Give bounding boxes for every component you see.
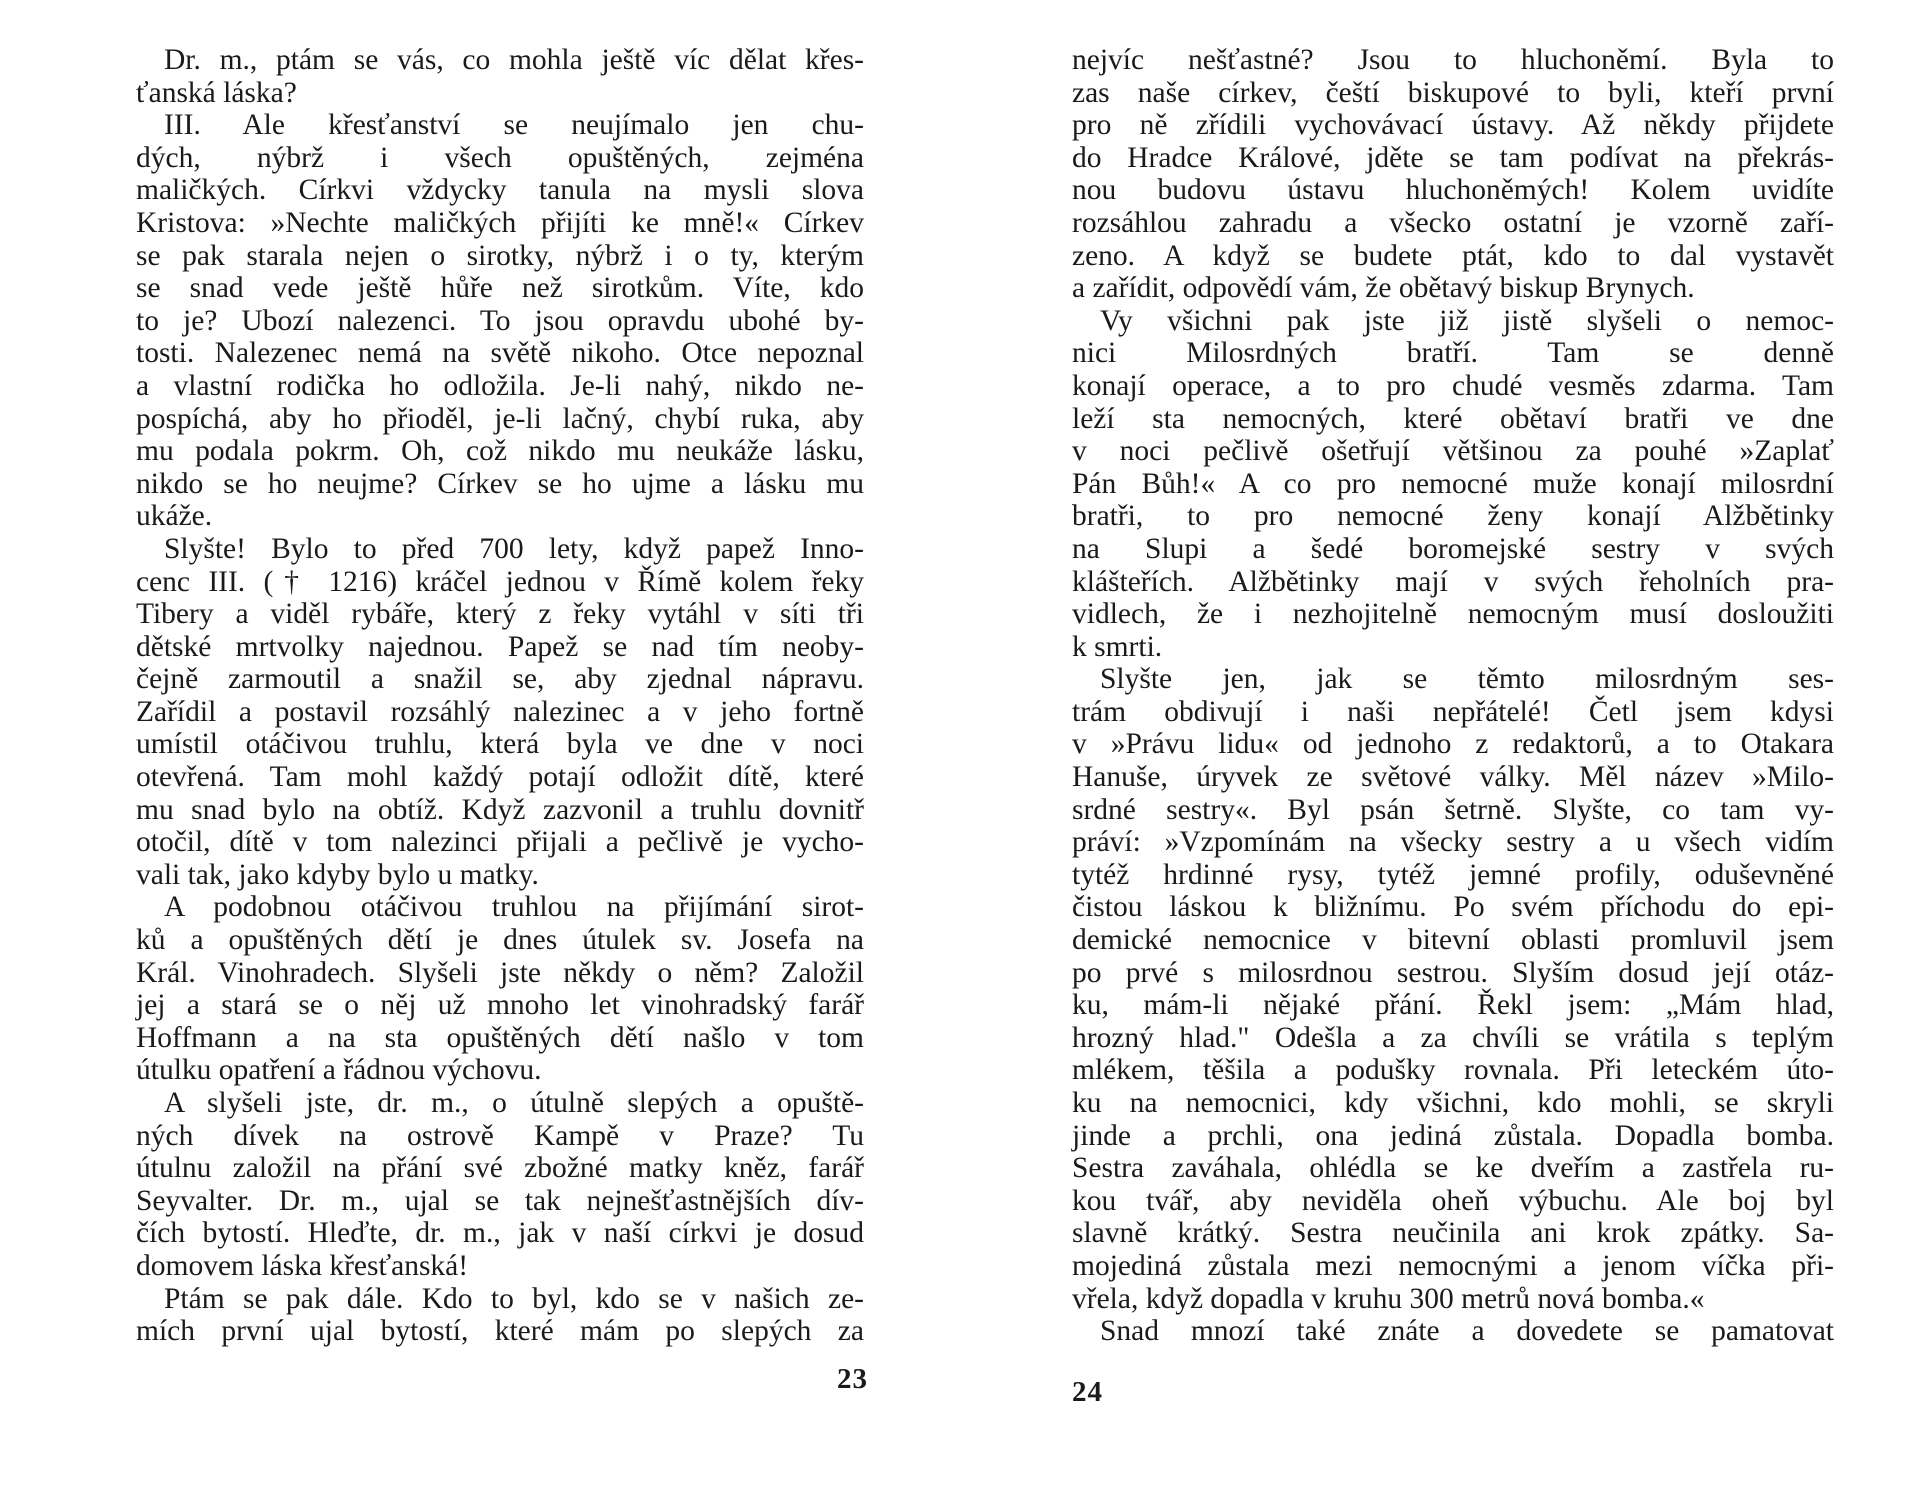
text-line: útulnu založil na přání své zbožné matky kněz, farář: [136, 1152, 864, 1185]
text-line: čejně zarmoutil a snažil se, aby zjednal nápravu.: [136, 663, 864, 696]
text-line: nikdo se ho neujme? Církev se ho ujme a lásku mu: [136, 467, 864, 500]
right-page: [1072, 44, 1834, 1348]
text-line: Zařídil a postavil rozsáhlý nalezinec a v jeho fortně: [136, 695, 864, 728]
text-line: ťanská láska?: [136, 76, 297, 109]
text-line: Slyšte jen, jak se těmto milosrdným ses-: [1100, 663, 1834, 696]
text-line: rozsáhlou zahradu a všecko ostatní je vzorně zaří-: [1072, 206, 1834, 239]
text-line: Dr. m., ptám se vás, co mohla ještě víc dělat křes-: [164, 44, 864, 76]
text-line: zeno. A když se budete ptát, kdo to dal vystavět: [1072, 239, 1834, 272]
text-line: útulku opatření a řádnou výchovu.: [136, 1054, 542, 1087]
text-line: otočil, dítě v tom nalezinci přijali a pečlivě je vycho-: [136, 826, 864, 859]
text-line: konají operace, a to pro chudé vesměs zdarma. Tam: [1072, 369, 1834, 402]
text-line: práví: »Vzpomínám na všecky sestry a u všech vidím: [1072, 826, 1834, 859]
text-line: Hanuše, úryvek ze světové války. Měl název »Milo-: [1072, 761, 1834, 794]
text-line: domovem láska křesťanská!: [136, 1249, 469, 1282]
text-line: mojediná zůstala mezi nemocnými a jenom víčka při-: [1072, 1249, 1834, 1282]
text-line: jinde a prchli, ona jediná zůstala. Dopadla bomba.: [1072, 1119, 1834, 1152]
text-line: klášteřích. Alžbětinky mají v svých řeholních pra-: [1072, 565, 1834, 598]
text-line: otevřená. Tam mohl každý potají odložit dítě, které: [136, 761, 864, 794]
text-line: zas naše církev, čeští biskupové to byli, kteří první: [1072, 76, 1834, 109]
text-line: ukáže.: [136, 500, 213, 533]
text-line: ku na nemocnici, kdy všichni, kdo mohli, se skryli: [1072, 1087, 1834, 1119]
page-number-left: 23: [837, 1363, 868, 1395]
text-line: Král. Vinohradech. Slyšeli jste někdy o něm? Založil: [136, 956, 864, 989]
text-line: A podobnou otáčivou truhlou na přijímání sirot-: [164, 891, 864, 924]
text-line: po prvé s milosrdnou sestrou. Slyším dosud její otáz-: [1072, 956, 1834, 989]
text-line: k smrti.: [1072, 630, 1163, 663]
text-line: nejvíc nešťastné? Jsou to hluchoněmí. Byla to: [1072, 44, 1834, 76]
text-line: Slyšte! Bylo to před 700 lety, když papež Inno-: [164, 532, 864, 565]
text-line: se snad vede ještě hůře než sirotkům. Víte, kdo: [136, 272, 864, 305]
text-line: nou budovu ústavu hluchoněmých! Kolem uvidíte: [1072, 174, 1834, 207]
text-line: Pán Bůh!« A co pro nemocné muže konají milosrdní: [1072, 467, 1834, 500]
text-line: tosti. Nalezenec nemá na světě nikoho. Otce nepoznal: [136, 337, 864, 370]
text-line: bratři, to pro nemocné ženy konají Alžbětinky: [1072, 500, 1834, 533]
left-page-text: [136, 44, 864, 1348]
text-line: pospíchá, aby ho přioděl, je-li lačný, chybí ruka, aby: [136, 402, 864, 435]
text-line: Kristova: »Nechte maličkých přijíti ke mně!« Církev: [136, 206, 864, 239]
left-page: [136, 44, 864, 1348]
text-line: a vlastní rodička ho odložila. Je-li nahý, nikdo ne-: [136, 369, 864, 402]
text-line: a zařídit, odpovědí vám, že obětavý biskup Brynych.: [1072, 272, 1695, 305]
text-line: jej a stará se o něj už mnoho let vinohradský farář: [136, 989, 864, 1022]
text-line: v »Právu lidu« od jednoho z redaktorů, a to Otakara: [1072, 728, 1834, 761]
text-line: mu snad bylo na obtíž. Když zazvonil a truhlu dovnitř: [136, 793, 864, 826]
text-line: cenc III. († 1216) kráčel jednou v Římě kolem řeky: [136, 565, 864, 598]
page-number-right: 24: [1072, 1376, 1103, 1408]
text-line: Sestra zaváhala, ohlédla se ke dveřím a zastřela ru-: [1072, 1152, 1834, 1185]
text-line: slavně krátký. Sestra neučinila ani krok zpátky. Sa-: [1072, 1217, 1834, 1250]
text-line: leží sta nemocných, které obětaví bratři ve dne: [1072, 402, 1834, 435]
text-line: A slyšeli jste, dr. m., o útulně slepých a opuště-: [164, 1087, 864, 1119]
text-line: pro ně zřídili vychovávací ústavy. Až někdy přijdete: [1072, 109, 1834, 142]
text-line: v noci pečlivě ošetřují většinou za pouhé »Zaplať: [1072, 435, 1834, 468]
text-line: Seyvalter. Dr. m., ujal se tak nejnešťastnějších dív-: [136, 1184, 864, 1217]
text-line: dětské mrtvolky najednou. Papež se nad tím neoby-: [136, 630, 864, 663]
text-line: hrozný hlad." Odešla a za chvíli se vrátila s teplým: [1072, 1021, 1834, 1054]
text-line: demické nemocnice v bitevní oblasti promluvil jsem: [1072, 924, 1834, 957]
text-line: III. Ale křesťanství se neujímalo jen chu-: [164, 109, 864, 142]
text-line: se pak starala nejen o sirotky, nýbrž i o ty, kterým: [136, 239, 864, 272]
text-line: do Hradce Králové, jděte se tam podívat na překrás-: [1072, 141, 1834, 174]
text-line: Hoffmann a na sta opuštěných dětí našlo v tom: [136, 1021, 864, 1054]
text-line: vali tak, jako kdyby bylo u matky.: [136, 858, 539, 891]
text-line: čích bytostí. Hleďte, dr. m., jak v naší církvi je dosud: [136, 1217, 864, 1250]
text-line: Ptám se pak dále. Kdo to byl, kdo se v našich ze-: [164, 1282, 864, 1315]
text-line: ku, mám-li nějaké přání. Řekl jsem: „Mám hlad,: [1072, 989, 1834, 1022]
text-line: vřela, když dopadla v kruhu 300 metrů nová bomba.«: [1072, 1282, 1705, 1315]
text-line: to je? Ubozí nalezenci. To jsou opravdu ubohé by-: [136, 304, 864, 337]
text-line: čistou láskou k bližnímu. Po svém příchodu do epi-: [1072, 891, 1834, 924]
text-line: na Slupi a šedé boromejské sestry v svých: [1072, 532, 1834, 565]
text-line: Snad mnozí také znáte a dovedete se pamatovat: [1100, 1315, 1834, 1348]
text-line: mlékem, těšila a podušky rovnala. Při leteckém úto-: [1072, 1054, 1834, 1087]
text-line: srdné sestry«. Byl psán šetrně. Slyšte, co tam vy-: [1072, 793, 1834, 826]
text-line: Vy všichni pak jste již jistě slyšeli o nemoc-: [1100, 304, 1834, 337]
text-line: vidlech, že i nezhojitelně nemocným musí dosloužiti: [1072, 598, 1834, 631]
text-line: maličkých. Církvi vždycky tanula na mysli slova: [136, 174, 864, 207]
text-line: dých, nýbrž i všech opuštěných, zejména: [136, 141, 864, 174]
text-line: Tibery a viděl rybáře, který z řeky vytáhl v síti tři: [136, 598, 864, 631]
text-line: mích první ujal bytostí, které mám po slepých za: [136, 1315, 864, 1348]
text-line: ků a opuštěných dětí je dnes útulek sv. Josefa na: [136, 924, 864, 957]
text-line: kou tvář, aby neviděla oheň výbuchu. Ale boj byl: [1072, 1184, 1834, 1217]
text-line: mu podala pokrm. Oh, což nikdo mu neukáže lásku,: [136, 435, 864, 468]
text-line: ných dívek na ostrově Kampě v Praze? Tu: [136, 1119, 864, 1152]
text-line: nici Milosrdných bratří. Tam se denně: [1072, 337, 1834, 370]
right-page-text: [1072, 44, 1834, 1348]
text-line: tytéž hrdinné rysy, tytéž jemné profily, oduševněné: [1072, 858, 1834, 891]
text-line: umístil otáčivou truhlu, která byla ve dne v noci: [136, 728, 864, 761]
text-line: trám obdivují i naši nepřátelé! Četl jsem kdysi: [1072, 695, 1834, 728]
